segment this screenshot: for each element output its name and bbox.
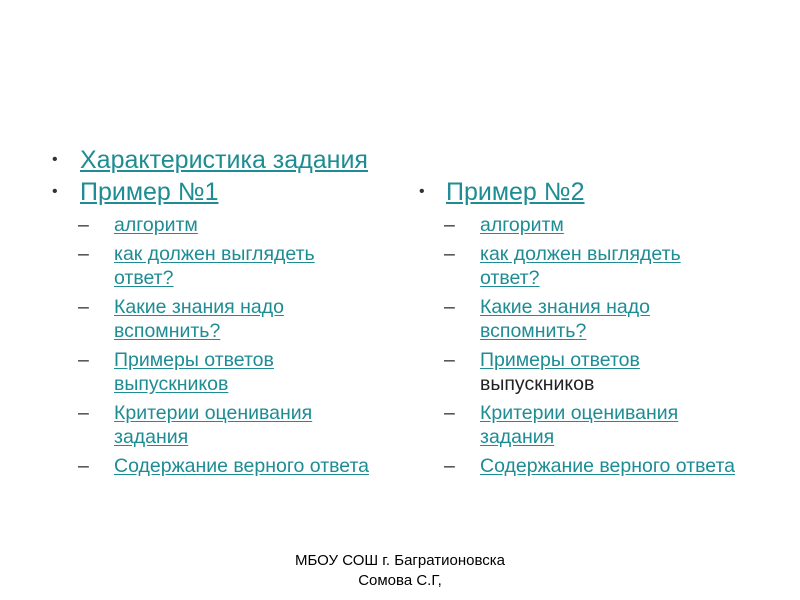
example-2-item-3 [444,295,740,343]
example-1-heading [80,177,219,207]
dash-icon: – [444,243,455,265]
example-2-item-2-link[interactable]: как должен выглядеть ответ? [480,243,681,289]
dash-icon: – [444,296,455,318]
example-2-heading [446,177,585,207]
example-1-item-5 [78,401,374,449]
example-2-item-1 [444,213,740,237]
dash-icon: – [78,296,89,318]
dash-icon: – [444,214,455,236]
dash-icon: – [78,243,89,265]
example-2-item-1-link[interactable]: алгоритм [480,214,564,236]
example-1-sublist [78,213,374,483]
example-1-item-5-link[interactable]: Критерии оценивания задания [114,402,313,448]
example-1-item-4 [78,348,374,396]
example-2-item-5 [444,401,740,449]
dash-icon: – [444,349,455,371]
footer-author: Сомова С.Г, [358,572,442,589]
example-2-sublist [444,213,740,483]
example-1-item-4-link[interactable]: Примеры ответов выпускников [114,349,274,395]
bullet-icon: • [419,183,425,200]
footer [270,551,530,591]
example-1-item-2 [78,242,374,290]
example-1-item-6 [78,454,374,478]
example-2-item-4 [444,348,740,396]
example-2-item-6-link[interactable]: Содержание верного ответа [480,455,736,477]
example-1-item-3-link[interactable]: Какие знания надо вспомнить? [114,296,284,342]
example-2-link[interactable]: Пример №2 [446,178,585,206]
bullet-icon: • [52,183,58,200]
example-1-item-1 [78,213,374,237]
example-1-link[interactable]: Пример №1 [80,178,219,206]
dash-icon: – [444,402,455,424]
example-1-item-3 [78,295,374,343]
dash-icon: – [78,455,89,477]
example-1-item-1-link[interactable]: алгоритм [114,214,198,236]
bullet-icon: • [52,151,58,168]
footer-school: МБОУ СОШ г. Багратионовска [294,552,506,569]
example-2-item-6 [444,454,740,478]
example-2-item-2 [444,242,740,290]
example-2-item-5-link[interactable]: Критерии оценивания задания [480,402,679,448]
dash-icon: – [78,349,89,371]
example-2-item-3-link[interactable]: Какие знания надо вспомнить? [480,296,650,342]
dash-icon: – [444,455,455,477]
example-1-item-2-link[interactable]: как должен выглядеть ответ? [114,243,315,289]
example-2-item-4-link[interactable]: Примеры ответов [480,349,640,371]
task-characteristic-link[interactable]: Характеристика задания [80,146,368,174]
example-1-item-6-link[interactable]: Содержание верного ответа [114,455,370,477]
dash-icon: – [78,214,89,236]
task-characteristic-heading [80,145,368,175]
example-2-item-4-text: выпускников [480,373,595,395]
dash-icon: – [78,402,89,424]
